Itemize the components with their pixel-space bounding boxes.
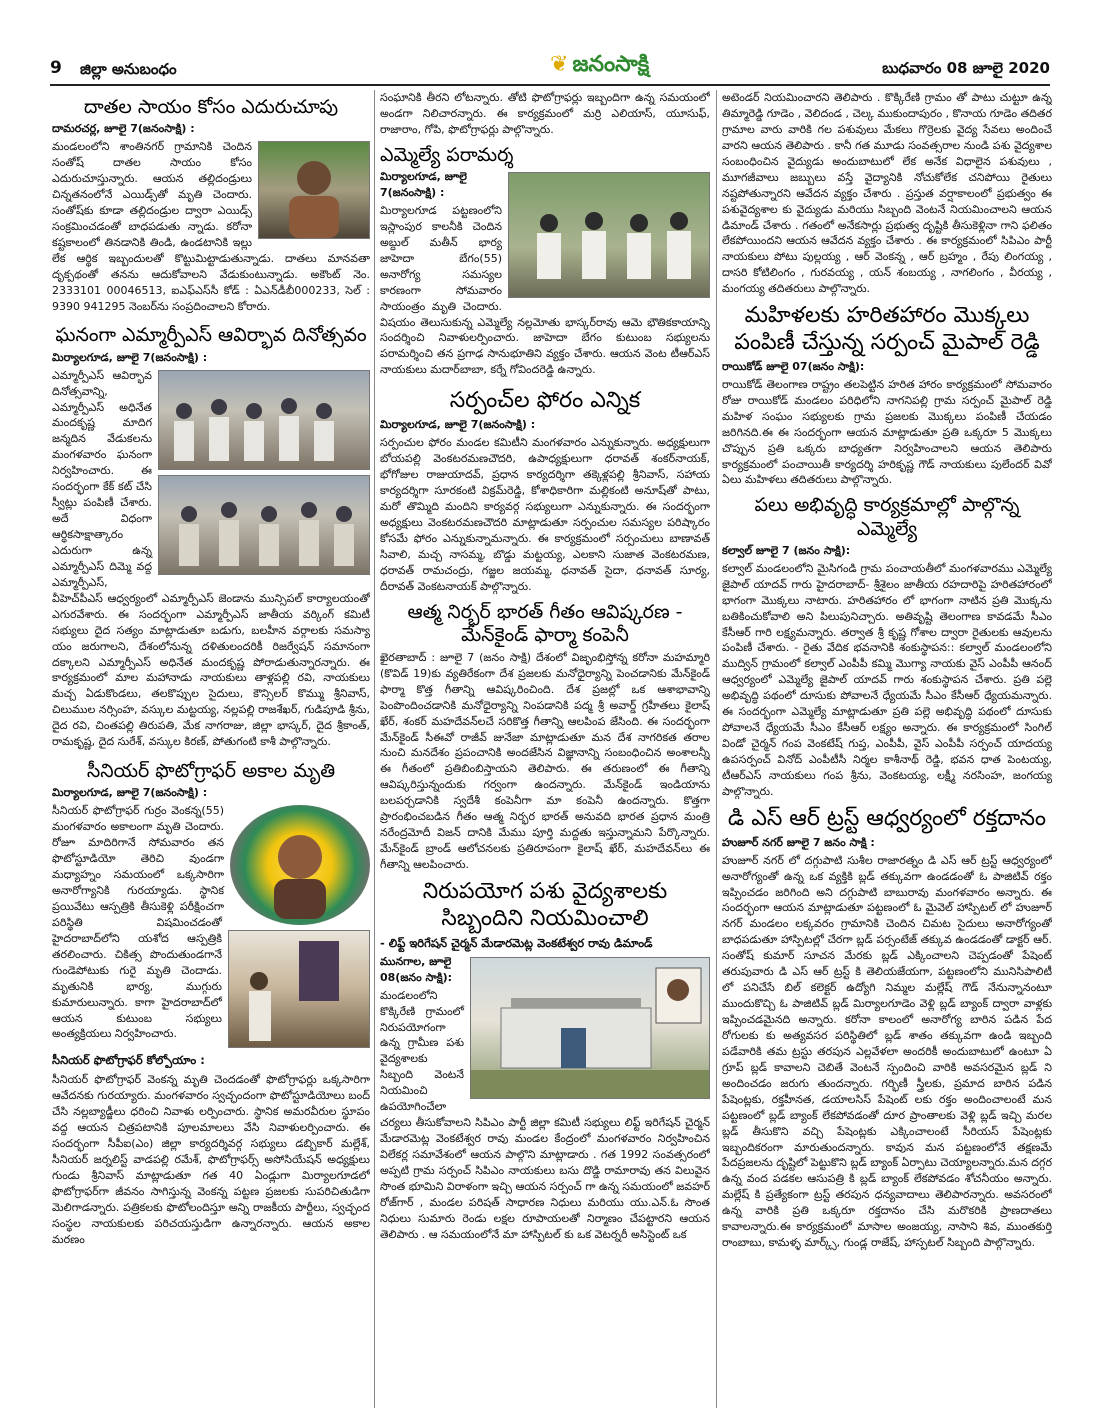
article-title: సీనియర్ ఫొటోగ్రాఫర్ అకాల మృతి: [86, 760, 336, 783]
article-haritha-haram: [722, 303, 1052, 488]
article-dateline: రాయికోడ్ జూలై 07(జనం సాక్షి):: [722, 359, 865, 373]
article-body: హుజూర్ నగర్ లో దగ్గుపాటి సుశీల రాజారత్నం డి ఎస్ ఆర్ ట్రస్ట్ ఆధ్వర్యంలో అనారోగ్యంతో ఉన్న ఒక వ్యక్తికి బ్లడ్ తక్కువగా ఉండడంతో ఓ పాజిటివ్ రక్తం ఇప్పించడం జరిగింది అని దగ్గుపాటి బాబురావు మంగళవారం అన్నారు. ఈ సందర్భంగా ఆయన మాట్లాడుతూ పట్టణంలో ఓ మైవెల్ హాస్పిటల్ లో హుజూర్ నగర్ మండలం లక్కవరం గ్రామానికి చెందిన చిమట సైదులు అనారోగ్యంతో బాధపడుతూ హాస్పిటల్లో చేరగా బ్లడ్ పర్సంటేజ్ తక్కువ ఉండడంతో డాక్టర్ ఆర్. సంతోష్ కుమార్ సూచన మేరకు బ్లడ్ ఎక్కించాలని చెప్పడంతో పేషెంట్ తరుపువారు డి ఎస్ ఆర్ ట్రస్ట్ కి తెలియజేయగా, పట్టణంలోని మునిసిపాలిటీ లో పనిచేసే బిల్ కలెక్టర్ ఉద్యోగి నిమ్మల మల్లేష్ గౌడ్ నేనున్నానంటూ ముందుకొచ్చి ఓ పాజిటివ్ బ్లడ్ మిర్యాలగూడెం వెళ్లి బ్లడ్ బ్యాంక్ ద్వారా వాళ్లకు ఇప్పించడమైనది అన్నారు. కరోనా కాలంలో అనారోగ్య బారిన పడిన పేద రోగులకు కు అత్యవసర పరిస్థితిలో బ్లడ్ శాతం తక్కువగా ఉండి ఇబ్బంది పడేవారికి తమ ట్రస్టు తరపున ఎల్లవేళలా అందరికీ అందుబాటులో ఉంటూ ఏ గ్రూప్ బ్లడ్ కావాలని చెబితే వెంటనే స్పందించి వారికి అవసరమైన బ్లడ్ ని అందించడం జరుగు తుందన్నారు. గర్భిణీ స్త్రీలకు, ప్రమాద బారిన పడిన పేషెంట్లకు, రక్తహీనత, డయాలసిస్ పేషెంట్ లకు రక్తం అందించాలంటే మన పట్టణంలో బ్లడ్ బ్యాంక్ లేకపోవడంతో దూర ప్రాంతాలకు వెళ్లి బ్లడ్ ఇచ్చి మరల బ్లడ్ తీసుకొని వచ్చి పేషెంట్లకు ఎక్కించాలంటే సీరియస్ పేషెంట్లకు ఇబ్బందికరంగా మారుతుందన్నారు. కావున మన పట్టణంలోనే తక్షణమే పేదప్రజలను దృష్టిలో పెట్టుకొని బ్లడ్ బ్యాంక్ ఏర్పాటు చెయ్యాలన్నారు.మన దగ్గర ఉన్న వంద పడకల ఆసుపత్రి కి బ్లడ్ బ్యాంక్ లేకపోవడం శోచనీయం అన్నారు. మల్లేష్ కి ప్రత్యేకంగా ట్రస్ట్ తరపున ధన్యవాదాలు తెలిపారన్నారు. అవసరంలో ఉన్న వారికి ప్రతి ఒక్కరూ రక్తదానం చేసి మరొకరికి ప్రాణదాతలు కావాలన్నారు.ఈ కార్యక్రమంలో మాసాల అంజయ్య, నాసాని శివ, ముంతకుర్తి రాంబాబు, కామళ్ళ మార్క్స్, గుండ్ల రాజేష్, హాస్పటల్ సిబ్బంది పాల్గొన్నారు.: [722, 853, 1052, 1250]
article-title: పలు అభివృద్ధి కార్యక్రమాల్లో పాల్గొన్న ఎమ్మెల్యే: [754, 494, 1020, 540]
person-photo: [258, 141, 370, 239]
crowd-figures: [159, 476, 369, 574]
article-body: మండలంలోని కొక్కిరేణి గ్రామంలో నిరుపయోగంగా ఉన్న గ్రామీణ పశు వైద్యశాలకు సిబ్బంది వెంటనే నియమించి ఉపయోగించేలా చర్యలు తీసుకోవాలని సిపిఎం పార్టీ జిల్లా కమిటీ సభ్యులు లిఫ్ట్ ఇరిగేషన్ చైర్మన్ మేడారమెట్ల వెంకటేశ్వర రావు మండల కేంద్రంలో మంగళవారం నిర్వహించిన విలేకర్ల సమావేశంలో ఆయన పాల్గొని మాట్లాడారు . గత 1992 సంవత్సరంలో అప్పటి గ్రామ సర్పంచ్ సిపిఎం నాయకులు బసు దొడ్డి రామారావు తన విలువైన సొంత భూమిని విరాళంగా ఇచ్చి ఆయన సర్పంచ్ గా ఉన్న సమయంలో జవహర్ రోజ్‌గార్ , మండల పరిషత్ సాధారణ నిధులు మరియు యు.ఎన్.ఓ సొంత నిధులు సుమారు రెండు లక్షల రూపాయలతో నిర్మాణం చేపట్టారని ఆయన తెలిపారు . ఆ సమయంలోనే మా హాస్పిటల్ కు ఒక వెటర్నరీ అసిస్టెంట్ ఒక: [380, 988, 710, 1241]
article-dateline: మిర్యాలగూడ, జూలై 7(జనంసాక్షి) :: [52, 350, 208, 364]
article-continuation: సంఘానికి తీరని లోటన్నారు. తోటి ఫొటోగ్రాఫర్లు ఇబ్బందిగా ఉన్న సమయంలో అండగా నిలిచారన్నారు. ఈ కార్యక్రమంలో మర్రి ఎలియాస్, యూసుఫ్, రాజారాం, గోపి, ఫొటోగ్రాఫర్లు పాల్గొన్నారు.: [380, 91, 710, 136]
article-body: సర్పంచుల ఫోరం మండల కమిటీని మంగళవారం ఎన్నుకున్నారు. అధ్యక్షులుగా బోయపల్లి వెంకటరమణచౌదరి, ఉపాధ్యక్షులుగా ధరావత్ శంకర్‌నాయక్, భోగోజుల రాజుయాదవ్, ప్రధాన కార్యదర్శిగా తక్కెళ్లపల్లి శ్రీనివాస్, సహాయ కార్యదర్శిగా సూరకంటి విక్రమ్‌రెడ్డి, కోశాధికారిగా మల్లికంటి అనూష్‌తో పాటు, మరో తొమ్మిది మందిని కార్యవర్గ సభ్యులుగా ఎన్నుకున్నారు. ఈ సందర్భంగా అధ్యక్షులు వెంకటరమణచౌదరి మాట్లాడుతూ సర్పంచుల సమస్యల పరిష్కారం కోసమే ఫోరం ఎన్నుకున్నామన్నారు. ఈ కార్యక్రమంలో సర్పంచులు బాణావత్ సివాలి, మచ్చ నాసమ్మ, బొడ్డు మట్టయ్య, ఎలకాని సుజాత వెంకటరమణ, ధరావత్ రామచంద్రు, గజ్జల జయమ్మ, ధనావత్ సైదా, ధనావత్ సూర్య, దీరావత్ వెంకటనాయక్ పాల్గొన్నారు.: [380, 436, 710, 593]
event-photo: [508, 172, 710, 298]
tribute-figures: [229, 931, 369, 1047]
article-body: మిర్యాలగూడ పట్టణంలోని ఇస్లాంపుర కాలనీకి చెందిన అబ్దుల్ మతీన్ భార్య జాహెదా బేగం(55) అనారోగ్య సమస్యల కారణంగా సోమవారం సాయంత్రం మృతి చెందారు. విషయం తెలుసుకున్న ఎమ్మెల్యే నల్లమోతు భాస్కర్‌రావు ఆమె భౌతికకాయాన్ని సందర్శించి నివాళులర్పించారు. జాహెదా బేగం కుటుంబ సభ్యులను పరామర్శించి తన ప్రగాఢ సానుభూతిని వ్యక్తం చేశారు. ఆయన వెంట టీఆర్ఎస్ నాయకులు మదార్‌బాబా, కర్నే గోవిందరెడ్డి ఉన్నారు.: [380, 203, 710, 377]
article-dateline: మిర్యాలగూడ, జూలై 7(జనంసాక్షి) :: [52, 786, 208, 800]
article-body: మండలంలోని శాంతినగర్ గ్రామానికి చెందిన సంతోష్ దాతల సాయం కోసం ఎదురుచూస్తున్నారు. ఆయన తల్లిదండ్రులు చిన్నతనంలోనే ఎయిడ్స్‌తో మృతి చెందారు. సంతోష్‌కు కూడా తల్లిదండ్రుల ద్వారా ఎయిడ్స్ సంక్రమించడంతో బాధపడుతు న్నాడు. కరోనా కష్టకాలంలో తినడానికి తిండి, ఉండటానికి ఇల్లు లేక ఆర్థిక ఇబ్బందులతో కొట్టుమిట్టాడుతున్నాడు. దాతలు మానవతా దృక్పథంతో తనను ఆదుకోవాలని వేడుకుంటున్నాడు. అకౌంట్ నెం. 2333101 00046513, ఐఎఫ్ఎస్‌సీ కోడ్ : ఏఎన్‌డీబీ000233, సెల్ : 9390 941295 నెంబర్‌ను సంప్రదించాలని కోరారు.: [52, 140, 370, 313]
column-rule: [374, 90, 375, 1408]
building-photo: [470, 957, 710, 1099]
article-donation: [52, 96, 370, 318]
event-photo: [158, 475, 370, 575]
article-mrps: [52, 324, 370, 754]
article-dateline: హుజూర్ నగర్ జూలై 7 జనం సాక్షి :: [722, 835, 875, 849]
seated-people: [509, 173, 709, 297]
event-photo: [158, 370, 370, 470]
article-dateline: దామరచర్ల, జూలై 7(జనంసాక్షి) :: [52, 122, 195, 136]
portrait-photo: [230, 805, 370, 925]
masthead: [50, 52, 1050, 86]
article-mla-programs: [722, 494, 1052, 799]
article-song-launch: [380, 601, 710, 873]
article-title: దాతల సాయం కోసం ఎదురుచూపు: [83, 96, 339, 118]
tribute-photo: [228, 930, 370, 1048]
crowd-figures: [159, 371, 369, 469]
article-photographer: [52, 760, 370, 1247]
article-body: సీనియర్ ఫొటోగ్రాఫర్ వెంకన్న మృతి చెందడంతో ఫొటోగ్రాఫర్లు ఒక్కసారిగా ఆవేదనకు గురయ్యారు. మంగళవారం స్వచ్ఛందంగా ఫొటోస్టూడియోలు బంద్ చేసి నల్లబ్యాడ్జీలు ధరించి నివాళు లర్పించారు. స్థానిక అమరవీరుల స్థూపం వద్ద ఆయన చిత్రపటానికి పూలమాలలు వేసి నివాళులర్పించారు. ఈ సందర్భంగా సీపీఐ(ఎం) జిల్లా కార్యదర్శివర్గ సభ్యులు డబ్బికార్ మల్లేశ్, సీనియర్ జర్నలిస్ట్ వాడపల్లి రమేశ్, ఫొటోగ్రాఫర్స్ అసోసియేషన్ అధ్యక్షులు గుండు శ్రీనివాస్ మాట్లాడుతూ గత 40 ఏండ్లుగా మిర్యాలగూడలో ఫొటోగ్రాఫర్‌గా జీవనం సాగిస్తున్న వెంకన్న పట్టణ ప్రజలకు సుపరిచితుడిగా మెలిగాడన్నారు. పత్రికలకు ఫొటోలందిస్తూ అన్ని రాజకీయ పార్టీలు, స్వచ్ఛంద సంస్థల నాయకులకు పరిచయస్తుడిగా ఉన్నారన్నారు. ఆయన అకాల మరణం: [52, 1073, 370, 1246]
column-1: [52, 90, 370, 1410]
article-subtitle: - లిఫ్ట్ ఇరిగేషన్ చైర్మన్ మేడారమెట్ల వెంకటేశ్వర రావు డిమాండ్: [380, 935, 653, 950]
logo-text: జనంసాక్షి: [572, 52, 650, 77]
page-number: 9: [50, 58, 62, 78]
article-body: ఎమ్మార్పీఎస్ ఆవిర్భావ దినోత్సవాన్ని, ఎమ్మార్పీఎస్ అధినేత మందకృష్ణ మాదిగ జన్మదిన వేడుకలను మంగళవారం ఘనంగా నిర్వహించారు. ఈ సందర్భంగా కేక్ కట్ చేసి స్వీట్లు పంపిణీ చేశారు. అదే విధంగా ఆర్థికసాక్షాత్కారం ఎదురుగా ఉన్న ఎమ్మార్పీఎస్ దిమ్మె వద్ద ఎమ్మార్పీఎస్, వీహెచ్‌పీఎస్ ఆధ్వర్యంలో ఎమ్మార్పీఎస్ జెండాను మున్సిపల్ కార్యాలయంతో ఎగురవేశారు. ఈ సందర్భంగా ఎమ్మార్పీఎస్ జాతీయ వర్కింగ్ కమిటీ సభ్యులు దైద సత్యం మాట్లాడుతూ బడుగు, బలహీన వర్గాలకు సమస్యా యం జరుగాలని, దేశంలోనున్న దళితులందరికీ రిజర్వేషన్ సమానంగా దక్కాలని ఎమ్మార్పీఎస్ అధినేత మందకృష్ణ పోరాడుతున్నారన్నారు. ఈ కార్యక్రమంలో మాల మహానాడు నాయకులు తాళ్లపల్లి రవి, నాయకులు మచ్చ ఏడుకొండలు, తలకొప్పుల సైదులు, కౌన్సిలర్ కొమ్ము శ్రీనివాస్, చిలుముల నర్సింహ, వస్కుల మట్టయ్య, నల్లపల్లి రాజశేఖర్, గుడిపూడి శ్రీను, దైద రవి, చింతపల్లి తిరుపతి, మేక నాగరాజు, జిల్లా భాస్కర్, దైద శ్రీకాంత్, రామకృష్ణ, దైద సురేశ్, వస్కుల కిరణ్, పోతుగంటి కాశీ పాల్గొన్నారు.: [52, 368, 370, 749]
article-dateline: మునగాల, జూలై 08(జనం సాక్షి):: [380, 954, 453, 984]
article-continuation: అటెండర్ నియమించారని తెలిపారు . కొక్కిరేణి గ్రామం తో పాటు చుట్టూ ఉన్న తిమ్మారెడ్డి గూడెం , వెలిదండ , చెల్క ముకుందాపురం , కొనాయ గూడెం తదితర గ్రామాల వారు వారికి గల పశువులు మేకలు గొర్రెలకు వైద్య సేవలు అందించే వారని ఆయన తెలిపారు . కానీ గత మూడు సంవత్సరాల నుండి పశు వైద్యశాల సంబంధించిన వైద్యుడు అందుబాటులో లేక అనేక విధాలైన పశువులు , మూగజీవాలు జబ్బులు వస్తే వైద్యానికి నోచుకోలేక చనిపోయి రైతులు నష్టపోతున్నారని ఆవేదన వ్యక్తం చేశారు . ప్రస్తుత వర్షాకాలంలో ప్రభుత్వం ఈ పశువైద్యశాల కు వైద్యుడు మరియు సిబ్బంది వెంటనే నియమించాలని ఆయన డిమాండ్ చేశారు . గతంలో అనేకసార్లు ప్రభుత్వ దృష్టికి తీసుకెళ్లినా గాని ఫలితం లేకపోయిందని ఆయన ఆవేదన వ్యక్తం చేశారు . ఈ కార్యక్రమంలో సిపిఎం పార్టీ నాయకులు పోటు పుల్లయ్య , ఆర్ వెంకన్న , ఆర్ బ్రహ్మం , రేపు లింగయ్య , దాసరి కోటిలింగం , గురవయ్య , యన్ శంబయ్య , నాగలింగం , వీరయ్య , మంగయ్య తదితరులు పాల్గొన్నారు.: [722, 91, 1052, 296]
article-subhead: సీనియర్ ఫొటోగ్రాఫర్ కోల్పోయాం :: [52, 1053, 205, 1068]
article-mla-visit: [380, 144, 710, 382]
article-blood-donation: [722, 806, 1052, 1251]
section-name: జిల్లా అనుబంధం: [80, 60, 177, 78]
leaf-icon: ❦: [550, 52, 569, 77]
article-dateline: మిర్యాలగూడ, జూలై 7(జనంసాక్షి) :: [380, 418, 536, 432]
article-body: సీనియర్ ఫొటోగ్రాఫర్ గుర్రం వెంకన్న(55) మంగళవారం అకాలంగా మృతి చెందారు. రోజూ మాదిరిగానే సోమవారం తన ఫొటోస్టూడియో తెరిచి వుండగా మధ్యాహ్నం సమయంలో ఒక్కసారిగా అనారోగ్యానికి గురయ్యాడు. స్థానిక ప్రయివేటు ఆస్పత్రికి తీసుకెళ్లి పరీక్షించగా పరిస్థితి విషమించడంతో హైదరాబాద్‌లోని యశోద ఆస్పత్రికి తరలించారు. చికిత్స పొందుతుండగానే గుండెపోటుకు గురై మృతి చెందాడు. మృతునికి భార్య, ముగ్గురు కుమారులున్నారు. కాగా హైదరాబాద్‌లో ఆయన కుటుంబ సభ్యులు అంత్యక్రియలు నిర్వహించారు.: [52, 804, 224, 1041]
column-3: [722, 90, 1052, 1410]
article-title: ఘనంగా ఎమ్మార్పీఎస్ ఆవిర్భావ దినోత్సవం: [55, 324, 367, 347]
column-rule: [716, 90, 717, 1408]
article-body: ఖైరతాబాద్ : జూలై 7 (జనం సాక్షి) దేశంలో విజృంభిస్తోన్న కరోనా మహమ్మారి (కొవిడ్ 19)కు వ్యతిరేకంగా దేశ ప్రజలకు మనోధైర్యాన్ని పెంచడానికు మేన్‌కైండ్ ఫార్మా కొత్త గీతాన్ని ఆవిష్కరించింది. దేశ ప్రజల్లో ఒక ఆశాభావాన్ని పెంపొందించడానికి మనోధైర్యాన్ని నింపడానికి పద్మ శ్రీ అవార్డ్ గ్రహీతలు కైలాష్ ఖేర్, శంకర్ మహదేవన్‌లచే సరికొత్త గీతాన్ని ఆలపింప జేసింది. ఈ సందర్భంగా మేన్‌కైండ్ సీఈవో రాజీవ్ జునేజా మాట్లాడుతూ మన దేశ నాగరికత తరాల నుంచి మనదేశం ప్రపంచానికి అందజేసిన విజ్ఞానాన్ని సంబంధించిన అంశాలన్నీ ఈ గీతంలో ప్రతిబింబిస్తాయని తెలిపారు. ఈ తరుణంలో ఈ గీతాన్ని ఆవిష్కరిస్తున్నందుకు గర్వంగా ఉందన్నారు. మేన్‌కైండ్ ఇండియాను బలపర్చడానికి స్వదేశీ కంపెనీగా మా కంపెనీ ఉందన్నారు. కొత్తగా ప్రారంభించబడిన గీతం ఆత్మ నిర్భర భారత్ అనువది భారత ప్రధాన మంత్రి నరేంద్రమోదీ విజన్ దానికి మేము పూర్తి మద్దతు ఇస్తున్నామని పేర్కొన్నారు. మేన్‌కైండ్ బ్రాండ్ ఆలోచనలకు ప్రతిరూపంగా కైలాష్ ఖేర్, మహదేవన్‌లు ఈ గీతాన్ని ఆలపించారు.: [380, 650, 710, 872]
article-dateline: మిర్యాలగూడ, జూలై 7(జనంసాక్షి) :: [380, 169, 467, 199]
portrait-face: [230, 805, 370, 925]
article-title: మహిళలకు హరితహారం మొక్కలు పంపిణీ చేస్తున్న సర్పంచ్ మైపాల్ రెడ్డి: [734, 303, 1040, 356]
hospital-building: [471, 958, 709, 1098]
article-dateline: కల్వాల్ జూలై 7 (జనం సాక్షి):: [722, 543, 851, 557]
person-silhouette: [259, 142, 369, 238]
article-body: కల్వాల్ మండలంలోని మైసిగండి గ్రామ పంచాయతీలో మంగళవారము ఎమ్మెల్యే జైపాల్ యాదవ్ గారు హైదరాబాద్- శ్రీశైలం జాతీయ రహదారిపై హరితహారంలో భాగంగా మొక్కలు నాటారు. హరితహారం లో భాగంగా నాటిన ప్రతి మొక్కను బతికించుకోవాలి అని పిలుపునిచ్చారు. అతివృష్టి తెలంగాణ కావడమే సీఎం కేసీఆర్ గారి లక్ష్యమన్నారు. తర్వాత శ్రీ కృష్ణ గోశాల ద్వారా రైతులకు ఆవులను పంపిణీ చేశారు. - రైతు వేదిక భవనానికి శంకుస్థాపన:: కల్వాల్ మండలంలోని ముద్విన్ గ్రామంలో కల్వాల్ ఎంపీపీ కమ్మి మొగ్యా నాయకు వైస్ ఎంపీపీ ఆనంద్ ఆధ్వర్యంలో ఎమ్మెల్యే జైపాల్ యాదవ్ గారు శంకుస్థాపన చేశారు. ప్రతి పల్లె అభివృద్ధి పథంలో దూసుకు పోవాలనే ధ్యేయమే సీఎం కేసీఆర్ ధ్యేయమన్నారు. ఈ సందర్భంగా ఎమ్మెల్యే మాట్లాడుతూ ప్రతి పల్లె అభివృద్ధి పథంలో దూసుకు పోవాలనే ధ్యేయమే సీఎం కేసీఆర్ లక్ష్యం అన్నారు. ఈ కార్యక్రమంలో సింగిల్ విండో చైర్మన్ గంప వెంకటేష్ గుప్త, ఎంపీపీ, వైస్ ఎంపీపీ సర్పంచ్ యాదయ్య ఉపసర్పంచ్ వినోద్ ఎంపీటీసీ నిర్మల కాశీనాథ్ రెడ్డి, భవన ధాత పెంటయ్య, టీఆర్ఎస్ నాయకులు గంప శ్రీను, వెంకటయ్య, లక్ష్మీ నరసింహ, జంగయ్య పాల్గొన్నారు.: [722, 561, 1052, 798]
article-title: సర్పంచ్‌ల ఫోరం ఎన్నిక: [449, 388, 641, 414]
article-title: నిరుపయోగ పశు వైద్యశాలకు సిబ్బందిని నియమించాలి: [422, 878, 668, 931]
article-title: ఎమ్మెల్యే పరామర్శ: [380, 143, 514, 166]
column-2: [380, 90, 710, 1410]
article-sarpanch-forum: [380, 388, 710, 594]
newspaper-logo: [550, 52, 649, 82]
issue-date: బుధవారం 08 జూలై 2020: [882, 59, 1050, 77]
article-title: డి ఎస్ ఆర్ ట్రస్ట్ ఆధ్వర్యంలో రక్తదానం: [727, 805, 1047, 831]
article-title: ఆత్మ నిర్భర్ భారత్ గీతం ఆవిష్కరణ - మేన్‌కైండ్ ఫార్మా కంపెనీ: [407, 600, 683, 646]
article-veterinary: [380, 879, 710, 1243]
article-body: రాయికోడ్ తెలంగాణ రాష్ట్రం తలపెట్టిన హరిత హారం కార్యక్రమంలో సోమవారం రోజు రాయికోడ్ మండలం పరిధిలోని నాగనిపల్లి గ్రామ సర్పంచ్ మైపాల్ రెడ్డి మహిళ సంఘం సభ్యులకు గ్రామ ప్రజలకు మొక్కలు పంపిణీ చేయడం జరిగినది.ఈ ఈ సందర్భంగా ఆయన మాట్లాడుతూ ప్రతి ఒక్కరూ 5 మొక్కలు చొప్పున ప్రతి ఒక్కరు బాధ్యతగా నిర్వహించాలని ఆయన తెలిపారు కార్యక్రమంలో పంచాయితీ కార్యదర్శి హరికృష్ణ గౌడ్ నాయకులు పులేందర్ వివో ఏలు మహిళలు తదితరులు పాల్గొన్నారు.: [722, 377, 1052, 487]
